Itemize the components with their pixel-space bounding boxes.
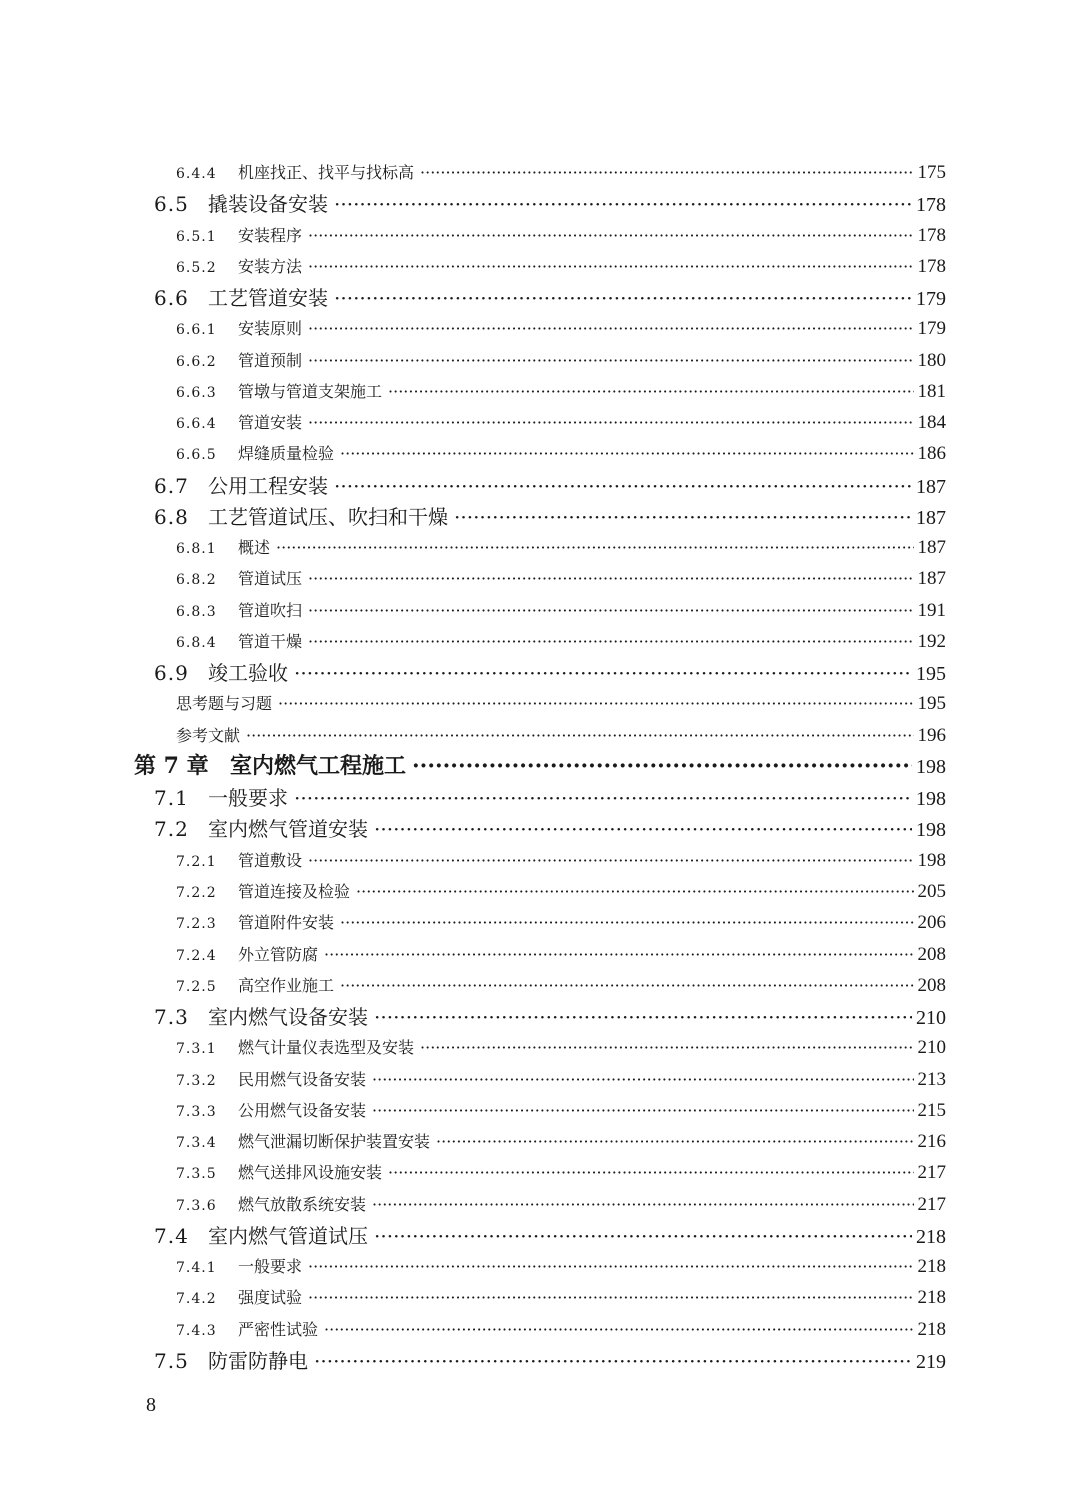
- toc-entry-title: 高空作业施工: [238, 975, 335, 995]
- dot-leader: [356, 884, 913, 900]
- toc-entry[interactable]: [154, 788, 946, 809]
- toc-entry-number: 7.1: [154, 786, 189, 811]
- toc-entry-page: 198: [916, 788, 946, 811]
- dot-leader: [374, 1007, 912, 1027]
- dot-leader: [420, 1040, 913, 1056]
- toc-entry-page: 187: [917, 568, 946, 590]
- dot-leader: [246, 728, 913, 744]
- toc-entry-title: 管道预制: [238, 350, 303, 370]
- toc-entry-page: 208: [917, 974, 946, 996]
- toc-entry-title: 管道干燥: [238, 631, 303, 651]
- toc-entry-page: 178: [917, 255, 946, 277]
- toc-entry-page: 195: [917, 693, 946, 715]
- toc-entry-page: 187: [917, 537, 946, 559]
- toc-entry-page: 192: [917, 630, 946, 652]
- toc-entry-page: 217: [917, 1162, 946, 1184]
- toc-entry-title: 室内燃气设备安装: [208, 1005, 368, 1030]
- toc-entry[interactable]: [154, 504, 946, 529]
- toc-entry-title: 强度试验: [238, 1288, 303, 1308]
- toc-entry-page: 184: [917, 412, 946, 434]
- toc-entry-page: 205: [917, 880, 946, 902]
- toc-entry[interactable]: [154, 473, 946, 498]
- toc-entry-number: 6.6.1: [176, 322, 217, 339]
- dot-leader: [308, 415, 913, 431]
- toc-entry-number: 6.6.4: [176, 416, 217, 433]
- toc-entry[interactable]: [176, 319, 946, 338]
- toc-entry-page: 175: [917, 162, 946, 183]
- toc-entry[interactable]: [176, 882, 946, 901]
- dot-leader: [388, 384, 913, 400]
- toc-entry-number: 6.5.2: [176, 259, 217, 276]
- toc-entry[interactable]: [176, 1257, 946, 1276]
- dot-leader: [334, 288, 912, 308]
- toc-entry-title: 外立管防腐: [238, 944, 319, 964]
- toc-entry-page: 196: [917, 724, 946, 746]
- toc-entry-number: 6.8.1: [176, 541, 217, 558]
- toc-entry-page: 219: [916, 1350, 946, 1373]
- dot-leader: [388, 1165, 913, 1181]
- dot-leader: [308, 353, 913, 369]
- toc-entry-title: 公用工程安装: [208, 473, 328, 498]
- toc-entry-page: 195: [916, 663, 946, 686]
- toc-entry[interactable]: [176, 538, 946, 557]
- dot-leader: [454, 507, 912, 527]
- dot-leader: [324, 947, 913, 963]
- dot-leader: [412, 755, 912, 777]
- toc-entry-title: 严密性试验: [238, 1319, 319, 1339]
- toc-entry-title: 思考题与习题: [176, 694, 273, 714]
- toc-entry[interactable]: [176, 851, 946, 870]
- dot-leader: [276, 540, 913, 556]
- dot-leader: [324, 1322, 913, 1338]
- toc-entry-page: 216: [917, 1131, 946, 1153]
- toc-entry[interactable]: [176, 351, 946, 370]
- toc-entry-number: 7.4.3: [176, 1322, 217, 1339]
- dot-leader: [314, 1351, 912, 1371]
- toc-entry[interactable]: [176, 1070, 946, 1089]
- dot-leader: [294, 788, 912, 808]
- dot-leader: [308, 1259, 913, 1275]
- toc-entry[interactable]: [176, 945, 946, 964]
- toc-entry-number: 7.3.5: [176, 1166, 217, 1183]
- toc-entry[interactable]: [154, 1348, 946, 1373]
- toc-entry[interactable]: [176, 1320, 946, 1339]
- toc-entry-title: 燃气送排风设施安装: [238, 1163, 383, 1183]
- toc-entry-title: 公用燃气设备安装: [238, 1100, 367, 1120]
- toc-entry-number: 7.5: [154, 1348, 189, 1373]
- toc-entry[interactable]: [176, 632, 946, 651]
- toc-entry-number: 6.4.4: [176, 166, 217, 182]
- toc-entry-number: 7.2.4: [176, 947, 217, 964]
- toc-entry-title: 燃气计量仪表选型及安装: [238, 1038, 415, 1058]
- toc-entry[interactable]: [134, 752, 946, 779]
- toc-entry-title: 室内燃气管道试压: [208, 1223, 368, 1248]
- toc-entry[interactable]: [176, 163, 946, 182]
- toc-entry[interactable]: [154, 819, 946, 840]
- toc-entry-title: 燃气泄漏切断保护装置安装: [238, 1132, 431, 1152]
- toc-entry-number: 7.4.2: [176, 1291, 217, 1308]
- toc-entry-number: 7.4.1: [176, 1260, 217, 1277]
- toc-entry-title: 管道连接及检验: [238, 881, 351, 901]
- toc-entry-page: 206: [917, 912, 946, 934]
- toc-entry-title: 管道敷设: [238, 850, 303, 870]
- toc-entry-title: 民用燃气设备安装: [238, 1069, 367, 1089]
- dot-leader: [294, 663, 912, 683]
- toc-entry-title: 室内燃气工程施工: [230, 752, 407, 779]
- toc-entry-page: 180: [917, 349, 946, 371]
- dot-leader: [334, 194, 912, 214]
- toc-entry[interactable]: [154, 288, 946, 309]
- toc-entry[interactable]: [154, 1223, 946, 1248]
- toc-entry-page: 210: [916, 1007, 946, 1030]
- toc-entry-title: 安装原则: [238, 319, 303, 339]
- toc-entry-page: 178: [916, 194, 946, 217]
- dot-leader: [372, 1197, 913, 1213]
- dot-leader: [340, 446, 913, 462]
- toc-entry[interactable]: [176, 1132, 946, 1151]
- toc-entry-number: 7.2.3: [176, 916, 217, 933]
- toc-entry-page: 179: [917, 318, 946, 340]
- toc-entry[interactable]: [176, 1195, 946, 1214]
- toc-entry-title: 概述: [238, 538, 271, 558]
- toc-entry-title: 防雷防静电: [208, 1348, 308, 1373]
- toc-entry[interactable]: [176, 382, 946, 401]
- toc-entry-number: 第 7 章: [134, 752, 209, 779]
- dot-leader: [308, 634, 913, 650]
- toc-entry-page: 187: [916, 506, 946, 529]
- toc-entry-title: 室内燃气管道安装: [208, 817, 368, 842]
- toc-entry-page: 218: [917, 1256, 946, 1278]
- dot-leader: [436, 1134, 913, 1150]
- toc-entry-page: 218: [917, 1287, 946, 1309]
- toc-entry-number: 7.3.6: [176, 1197, 217, 1214]
- dot-leader: [334, 476, 912, 496]
- toc-entry-number: 6.6.2: [176, 353, 217, 370]
- toc-entry-number: 7.2.2: [176, 884, 217, 901]
- dot-leader: [340, 915, 913, 931]
- toc-entry-page: 181: [917, 380, 946, 402]
- toc-entry-title: 撬装设备安装: [208, 192, 328, 217]
- toc-entry-title: 管道试压: [238, 569, 303, 589]
- toc-entry-page: 218: [917, 1318, 946, 1340]
- toc-entry-number: 6.9: [154, 661, 189, 686]
- toc-entry-number: 6.6.5: [176, 447, 217, 464]
- dot-leader: [308, 228, 913, 244]
- dot-leader: [308, 571, 913, 587]
- toc-entry-number: 7.3.1: [176, 1041, 217, 1058]
- dot-leader: [420, 165, 913, 181]
- toc-entry-title: 管道安装: [238, 413, 303, 433]
- toc-entry-title: 安装程序: [238, 225, 303, 245]
- toc-entry-page: 213: [917, 1068, 946, 1090]
- toc-entry-title: 管道附件安装: [238, 913, 335, 933]
- toc-entry-number: 6.6: [154, 286, 189, 311]
- toc-entry[interactable]: [176, 1163, 946, 1182]
- toc-entry-number: 7.2.1: [176, 853, 217, 870]
- toc-entry-number: 7.4: [154, 1223, 189, 1248]
- toc-entry-title: 一般要求: [208, 786, 288, 811]
- toc-entry[interactable]: [176, 226, 946, 245]
- toc-entry-title: 机座找正、找平与找标高: [238, 163, 415, 182]
- toc-entry-title: 竣工验收: [208, 661, 288, 686]
- toc-entry-page: 179: [916, 288, 946, 311]
- toc-entry[interactable]: [176, 1101, 946, 1120]
- dot-leader: [308, 321, 913, 337]
- page-number: 8: [146, 1394, 156, 1416]
- dot-leader: [374, 819, 912, 839]
- toc-entry-number: 6.5.1: [176, 228, 217, 245]
- toc-entry-title: 工艺管道试压、吹扫和干燥: [208, 504, 448, 529]
- toc-entry-number: 6.8.4: [176, 634, 217, 651]
- toc-entry[interactable]: [176, 601, 946, 620]
- toc-entry-page: 198: [917, 849, 946, 871]
- toc-entry-page: 178: [917, 224, 946, 246]
- toc-entry-page: 208: [917, 943, 946, 965]
- toc-entry-title: 安装方法: [238, 256, 303, 276]
- toc-entry-page: 210: [917, 1037, 946, 1059]
- toc-entry-title: 管道吹扫: [238, 600, 303, 620]
- toc-entry-number: 6.8.2: [176, 572, 217, 589]
- toc-entry[interactable]: [176, 694, 946, 713]
- toc-entry-page: 187: [916, 475, 946, 498]
- toc-entry[interactable]: [176, 413, 946, 432]
- toc-entry[interactable]: [176, 913, 946, 932]
- toc-entry-page: 186: [917, 443, 946, 465]
- toc-entry-number: 6.8.3: [176, 603, 217, 620]
- toc-entry-number: 6.8: [154, 504, 189, 529]
- toc-entry-number: 7.3.3: [176, 1103, 217, 1120]
- toc-entry-page: 198: [916, 755, 946, 778]
- toc-entry[interactable]: [176, 726, 946, 745]
- toc-entry-title: 一般要求: [238, 1257, 303, 1277]
- toc-entry-number: 7.2: [154, 817, 189, 842]
- toc-entry-number: 7.3: [154, 1005, 189, 1030]
- dot-leader: [372, 1103, 913, 1119]
- toc-entry-number: 7.3.4: [176, 1135, 217, 1152]
- toc-entry-page: 215: [917, 1099, 946, 1121]
- dot-leader: [308, 853, 913, 869]
- toc-entry-page: 198: [916, 819, 946, 842]
- toc-entry-title: 参考文献: [176, 725, 241, 745]
- dot-leader: [340, 978, 913, 994]
- toc-entry-title: 燃气放散系统安装: [238, 1194, 367, 1214]
- toc-entry-number: 7.2.5: [176, 978, 217, 995]
- toc-entry[interactable]: [176, 1288, 946, 1307]
- toc-entry[interactable]: [154, 663, 946, 684]
- toc-entry-number: 7.3.2: [176, 1072, 217, 1089]
- toc-entry[interactable]: [176, 444, 946, 463]
- dot-leader: [308, 259, 913, 275]
- dot-leader: [308, 1290, 913, 1306]
- toc-entry[interactable]: [176, 1038, 946, 1057]
- dot-leader: [278, 696, 913, 712]
- toc-entry-number: 6.6.3: [176, 384, 217, 401]
- toc-entry-number: 6.7: [154, 473, 189, 498]
- toc-entry-page: 191: [917, 599, 946, 621]
- toc-entry-page: 217: [917, 1193, 946, 1215]
- toc-entry[interactable]: [176, 569, 946, 588]
- toc-entry[interactable]: [154, 194, 946, 215]
- toc-entry-title: 管墩与管道支架施工: [238, 381, 383, 401]
- toc-entry[interactable]: [154, 1007, 946, 1028]
- dot-leader: [374, 1226, 912, 1246]
- toc-entry-page: 218: [916, 1225, 946, 1248]
- toc-entry[interactable]: [176, 257, 946, 276]
- toc-entry-number: 6.5: [154, 192, 189, 217]
- toc-entry-title: 焊缝质量检验: [238, 444, 335, 464]
- dot-leader: [372, 1072, 913, 1088]
- toc-entry-title: 工艺管道安装: [208, 286, 328, 311]
- toc-entry[interactable]: [176, 976, 946, 995]
- dot-leader: [308, 603, 913, 619]
